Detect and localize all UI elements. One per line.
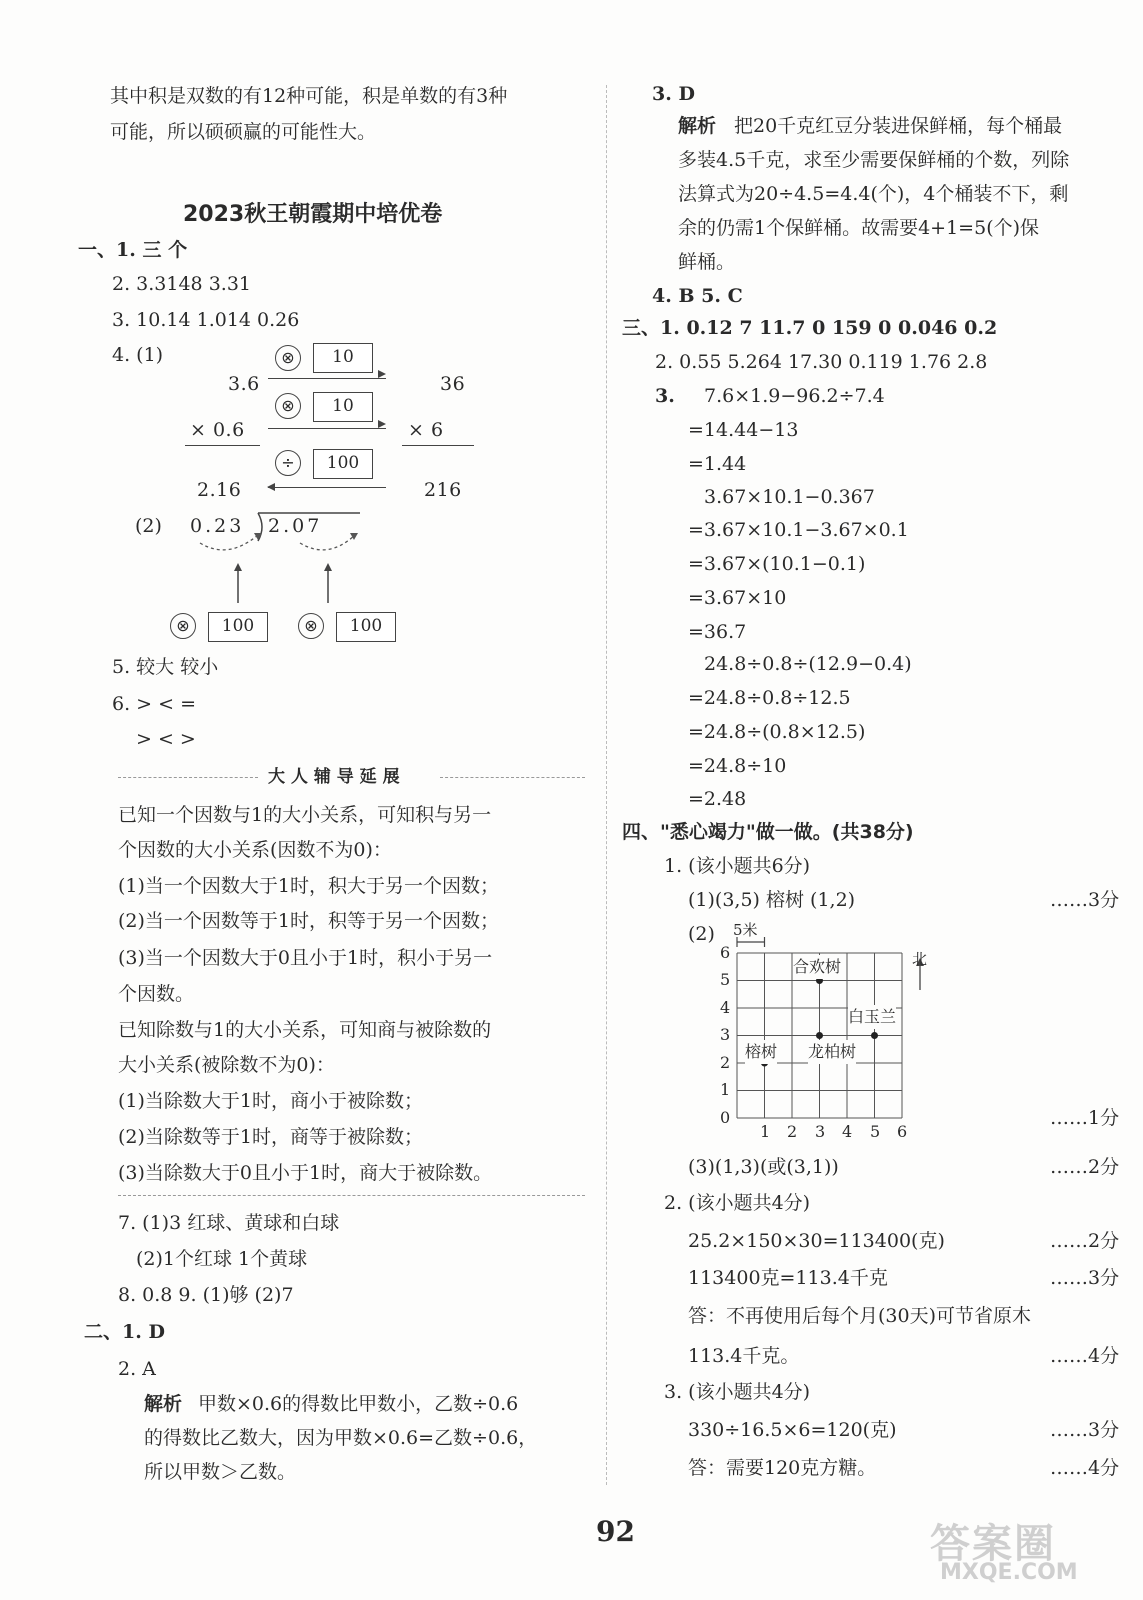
q2-2: 2. A [118, 1358, 156, 1380]
q1-3-line-e: 鲜桶。 [678, 251, 736, 273]
ext-line: 已知一个因数与1的大小关系，可知积与另一 [118, 804, 492, 826]
q1-5: 5. 较大 较小 [112, 656, 219, 678]
q4-2-a: 25.2×150×30=113400(克) [688, 1230, 945, 1252]
box-10-top: 10 [313, 343, 373, 373]
calc-line: =3.67×10.1−3.67×0.1 [688, 519, 909, 541]
box-100-left: 100 [208, 612, 268, 642]
q4-3: 3. (该小题共4分) [664, 1381, 811, 1403]
ext-title: 大 人 辅 导 延 展 [268, 767, 400, 787]
calc-line: =36.7 [688, 621, 747, 643]
page-number: 92 [596, 1515, 635, 1548]
divisor-0-23: 0.23 [190, 515, 245, 537]
section-title: 2023秋王朝霞期中培优卷 [183, 202, 443, 227]
y-tick: 4 [720, 998, 731, 1017]
intro-line-2: 可能，所以硕硕赢的可能性大。 [110, 121, 377, 143]
q1-6a: 6. > < = [112, 693, 197, 715]
q1-3: 3. 10.14 1.014 0.26 [112, 309, 300, 331]
q1-1: 一、1. 三 个 [78, 239, 188, 261]
calc-line: 3.67×10.1−0.367 [704, 486, 875, 508]
q4-2: 2. (该小题共4分) [664, 1192, 811, 1214]
q4-1: 1. (该小题共6分) [664, 855, 811, 877]
arrow-heads [260, 370, 400, 495]
q1-3-line-c: 法算式为20÷4.5=4.4̇(个)，4个桶装不下，剩 [678, 183, 1069, 205]
ext-line: 个因数的大小关系(因数不为0)： [118, 839, 392, 861]
score-q4-3-a: ……3分 [1050, 1419, 1120, 1441]
y-tick: 6 [720, 943, 731, 962]
score-q4-1-3: ……2分 [1050, 1156, 1120, 1178]
label-rongshu: 榕树 [745, 1040, 777, 1064]
ext-line: (2)当除数等于1时，商等于被除数； [118, 1126, 424, 1148]
ext-line: (2)当一个因数等于1时，积等于另一个因数； [118, 910, 500, 932]
score-q4-2-a: ……2分 [1050, 1230, 1120, 1252]
dividend-2-07: 2.07 [268, 515, 323, 537]
box-10-mid: 10 [313, 392, 373, 422]
box-100: 100 [313, 449, 373, 479]
q4-2-b: 113400克=113.4千克 [688, 1267, 888, 1289]
q1-7a: 7. (1)3 红球、黄球和白球 [118, 1212, 340, 1234]
q2-2-line-b: 的得数比乙数大，因为甲数×0.6=乙数÷0.6， [144, 1427, 538, 1449]
ext-rule-right [440, 777, 585, 778]
q1-7b: (2)1个红球 1个黄球 [136, 1248, 308, 1270]
q4-1-2: (2) [688, 923, 715, 945]
q1-8-9: 8. 0.8 9. (1)够 (2)7 [118, 1284, 294, 1306]
watermark-url: MXQE.COM [940, 1560, 1078, 1585]
q2-2-line-a: 甲数×0.6的得数比甲数小，乙数÷0.6 [198, 1393, 519, 1415]
y-tick: 2 [720, 1053, 731, 1072]
north-label: 北 [912, 950, 928, 968]
multiply-icon-2: ⊗ [275, 393, 301, 419]
ext-line: 大小关系(被除数不为0)： [118, 1054, 335, 1076]
scale-label: 5米 [733, 921, 758, 939]
score-q4-1-1: ……3分 [1050, 889, 1120, 911]
score-q4-2-d: ……4分 [1050, 1345, 1120, 1367]
calc-line: =14.44−13 [688, 419, 799, 441]
y-tick: 1 [720, 1080, 731, 1099]
x-tick: 5 [870, 1122, 881, 1141]
calc-line: =2.48 [688, 788, 747, 810]
calc-line: =3.67×(10.1−0.1) [688, 553, 866, 575]
calc-line: =24.8÷0.8÷12.5 [688, 687, 851, 709]
q4-3-a: 330÷16.5×6=120(克) [688, 1419, 897, 1441]
ext-line: (1)当除数大于1时，商小于被除数； [118, 1090, 424, 1112]
x-tick: 6 [897, 1122, 908, 1141]
score-q4-1-2: ……1分 [1050, 1107, 1120, 1129]
q1-3-line-b: 多装4.5千克，求至少需要保鲜桶的个数，列除 [678, 149, 1070, 171]
q4-3-b: 答：需要120克方糖。 [688, 1457, 877, 1479]
x-tick: 3 [815, 1122, 826, 1141]
score-q4-2-b: ……3分 [1050, 1267, 1120, 1289]
ext-line: 个因数。 [118, 983, 195, 1005]
box-100-right: 100 [336, 612, 396, 642]
q3-3: 3. [655, 385, 675, 407]
q1-4: 4. (1) [112, 344, 164, 366]
q4-1-3: (3)(1,3)(或(3,1)) [688, 1156, 839, 1178]
calc-line: 24.8÷0.8÷(12.9−0.4) [704, 653, 912, 675]
num-3-6: 3.6 [228, 373, 260, 395]
calc-line: 7.6×1.9−96.2÷7.4 [704, 385, 885, 407]
q1-6b: > < > [136, 728, 196, 750]
result-216: 216 [424, 479, 462, 501]
q4-2-d: 113.4千克。 [688, 1345, 800, 1367]
q3-1: 三、1. 0.12 7 11.7 0 159 0 0.046 0.2 [622, 317, 998, 339]
q2-2-label: 解析 [144, 1393, 183, 1415]
calc-line: =3.67×10 [688, 587, 787, 609]
rule-right [402, 445, 474, 446]
divide-icon: ÷ [275, 450, 301, 476]
num-36: 36 [440, 373, 466, 395]
ext-line: (3)当除数大于0且小于1时，商大于被除数。 [118, 1162, 493, 1184]
label-longbai: 龙柏树 [808, 1040, 856, 1064]
q3-2: 2. 0.55 5.264 17.30 0.119 1.76 2.8 [655, 351, 988, 373]
y-tick: 3 [720, 1025, 731, 1044]
ext-rule-bottom [118, 1195, 585, 1196]
y-tick: 5 [720, 970, 731, 989]
x-tick: 2 [787, 1122, 798, 1141]
coordinate-grid [700, 918, 940, 1148]
watermark-logo: 答案圈 [930, 1521, 1056, 1567]
intro-line-1: 其中积是双数的有12种可能，积是单数的有3种 [110, 85, 508, 107]
x-tick: 1 [760, 1122, 771, 1141]
multiply-icon: ⊗ [275, 345, 301, 371]
calc-line: =1.44 [688, 453, 747, 475]
q2-1: 二、1. D [84, 1321, 165, 1343]
calc-line: =24.8÷10 [688, 755, 787, 777]
times-0-6: × 0.6 [190, 419, 245, 441]
q4-2-c: 答：不再使用后每个月(30天)可节省原木 [688, 1305, 1032, 1327]
times-6: × 6 [408, 419, 444, 441]
q1-4-part2: (2) [135, 515, 162, 537]
ext-rule-left [118, 777, 258, 778]
q1-2: 2. 3.3148 3.31 [112, 273, 251, 295]
column-divider [606, 85, 607, 1485]
multiply-icon-3: ⊗ [170, 613, 196, 639]
y-tick: 0 [720, 1108, 731, 1127]
label-hehuan: 合欢树 [793, 955, 841, 979]
calc-line: =24.8÷(0.8×12.5) [688, 721, 866, 743]
q1-3-line-d: 余的仍需1个保鲜桶。故需要4+1=5(个)保 [678, 217, 1040, 239]
q1-3-label: 解析 [678, 115, 717, 137]
ext-line: (3)当一个因数大于0且小于1时，积小于另一 [118, 947, 493, 969]
result-2-16: 2.16 [197, 479, 242, 501]
ext-line: (1)当一个因数大于1时，积大于另一个因数； [118, 875, 500, 897]
q1-3-right: 3. D [652, 83, 695, 105]
q2-2-line-c: 所以甲数＞乙数。 [144, 1461, 297, 1483]
q4-1-1: (1)(3,5) 榕树 (1,2) [688, 889, 856, 911]
q1-3-line-a: 把20千克红豆分装进保鲜桶，每个桶最 [734, 115, 1063, 137]
label-baiyulan: 白玉兰 [848, 1005, 896, 1029]
score-q4-3-b: ……4分 [1050, 1457, 1120, 1479]
multiply-icon-4: ⊗ [298, 613, 324, 639]
rule-left [185, 445, 260, 446]
ext-line: 已知除数与1的大小关系，可知商与被除数的 [118, 1019, 492, 1041]
q1-4-5-right: 4. B 5. C [652, 285, 743, 307]
section-4-title: 四、"悉心竭力"做一做。(共38分) [622, 821, 914, 843]
x-tick: 4 [842, 1122, 853, 1141]
